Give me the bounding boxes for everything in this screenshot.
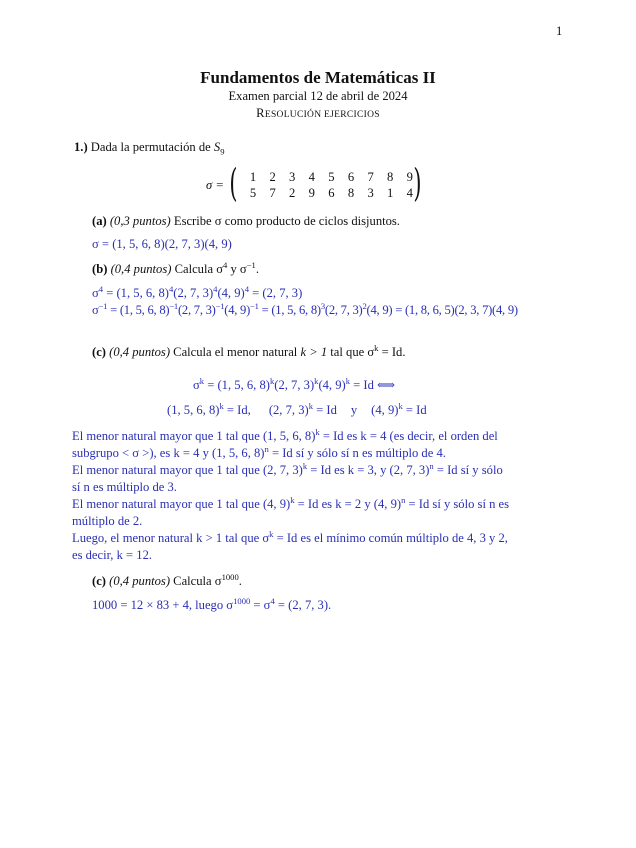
part-c-points: (0,4 puntos) xyxy=(109,345,171,359)
p2-l1-exp-k: k xyxy=(302,461,308,471)
b2-cycle3: (4, 9) xyxy=(224,303,251,317)
section-heading-rest: ESOLUCIÓN EJERCICIOS xyxy=(264,110,380,120)
p2-l1c: = Id sí y sólo xyxy=(433,463,503,477)
d-ans-c: = (2, 7, 3). xyxy=(274,598,332,612)
part-d-answer xyxy=(92,598,331,613)
c-eq2-y: y xyxy=(350,403,358,417)
page-number: 1 xyxy=(556,24,563,38)
b1-sigma: σ xyxy=(92,286,99,300)
part-c-para4-line1 xyxy=(72,531,508,546)
part-c-para4-line2: es decir, k = 12. xyxy=(72,548,153,562)
part-c-para1-line1 xyxy=(72,429,498,444)
b2-exp-c: −1 xyxy=(215,301,225,311)
c-eq1-exp-b: k xyxy=(269,376,275,386)
b2-sigma: σ xyxy=(92,303,99,317)
part-a-label: (a) xyxy=(92,214,107,228)
part-d-question xyxy=(92,574,242,589)
c-eq1-cycle1: = (1, 5, 6, 8) xyxy=(204,378,270,392)
b1-exp-a: 4 xyxy=(98,284,104,294)
b1-cycle3: (4, 9) xyxy=(217,286,245,300)
c-eq2-exp-a: k xyxy=(219,401,224,411)
p4-l1a: Luego, el menor natural k > 1 tal que σ xyxy=(72,531,270,545)
part-a-text: Escribe σ como producto de ciclos disjuntos. xyxy=(173,214,400,228)
part-d-text: Calcula σ xyxy=(173,574,222,588)
part-c-exp-k: k xyxy=(374,343,379,353)
part-c-equation-2 xyxy=(167,403,427,418)
matrix-bottom-cell: 1 xyxy=(387,186,394,200)
matrix-top-cell: 7 xyxy=(367,170,374,184)
p4-l1-exp: k xyxy=(269,529,274,539)
matrix-top-cell: 2 xyxy=(269,170,276,184)
p3-l1-exp-k: k xyxy=(290,495,295,505)
b1-exp-d: 4 xyxy=(244,284,250,294)
c-eq1-cycle3: (4, 9) xyxy=(318,378,346,392)
b1-exp-b: 4 xyxy=(168,284,174,294)
exercise-statement xyxy=(74,140,224,160)
sigma-equals: σ = xyxy=(206,178,224,192)
part-a-answer: σ = (1, 5, 6, 8)(2, 7, 3)(4, 9) xyxy=(92,237,232,251)
matrix-bottom-cell: 6 xyxy=(328,186,335,200)
part-c-para3-line2: múltiplo de 2. xyxy=(72,514,143,528)
matrix-top-cell: 5 xyxy=(328,170,335,184)
document-subtitle: Examen parcial 12 de abril de 2024 xyxy=(228,89,408,103)
matrix-top-cell: 8 xyxy=(387,170,394,184)
matrix-top-cell: 6 xyxy=(347,170,355,184)
d-ans-a: 1000 = 12 × 83 + 4, luego σ xyxy=(92,598,234,612)
p1-l1a: El menor natural mayor que 1 tal que (1, 5, 6, 8) xyxy=(72,429,316,443)
part-d-text-end: . xyxy=(238,574,242,588)
part-b-answer-line2 xyxy=(92,303,518,318)
part-c-para2-line1 xyxy=(72,463,503,478)
d-ans-exp-1000: 1000 xyxy=(233,596,251,606)
part-c-text-a: Calcula el menor natural xyxy=(173,345,301,359)
p4-l1b: = Id es el mínimo común múltiplo de 4, 3 y 2, xyxy=(273,531,508,545)
part-c-para3-line1 xyxy=(72,497,509,512)
c-eq1-exp-d: k xyxy=(345,376,351,386)
c-eq2-cycle1: (1, 5, 6, 8) xyxy=(167,403,220,417)
matrix-bottom-cell: 3 xyxy=(367,186,374,200)
b2-cycle1-pow: = (1, 5, 6, 8) xyxy=(258,303,321,317)
group-symbol: S xyxy=(213,140,221,154)
b2-exp-2: 2 xyxy=(362,301,367,311)
matrix-bottom-cell: 4 xyxy=(406,186,413,200)
p1-l2b: = Id sí y sólo sí n es múltiplo de 4. xyxy=(268,446,446,460)
part-d-points: (0,4 puntos) xyxy=(109,574,171,588)
c-eq2-exp-c: k xyxy=(398,401,403,411)
part-c-question xyxy=(92,345,406,360)
part-b-question xyxy=(92,262,259,277)
p2-l1a: El menor natural mayor que 1 tal que (2, 7, 3) xyxy=(72,463,303,477)
part-c-para2-line2: sí n es múltiplo de 3. xyxy=(72,480,177,494)
exercise-number: 1.) xyxy=(74,140,88,154)
p1-l2a: subgrupo < σ >), es k = 4 y (1, 5, 6, 8) xyxy=(72,446,265,460)
p2-l1b: = Id es k = 3, y (2, 7, 3) xyxy=(307,463,430,477)
b2-exp-a: −1 xyxy=(98,301,108,311)
part-b-answer-line1 xyxy=(92,286,302,301)
matrix-bottom-cell: 8 xyxy=(347,186,355,200)
b2-exp-b: −1 xyxy=(169,301,178,311)
exercise-statement-text: Dada la permutación de xyxy=(90,140,214,154)
section-heading-initial: R xyxy=(256,106,265,120)
p3-l1-exp-n: n xyxy=(401,495,406,505)
matrix-bottom-cell: 7 xyxy=(269,186,276,200)
c-eq2-id-c: = Id xyxy=(402,403,427,417)
b1-result: = (2, 7, 3) xyxy=(249,286,303,300)
c-eq1-exp-c: k xyxy=(314,376,319,386)
part-b-label: (b) xyxy=(92,262,108,276)
part-c-text-c: tal que σ xyxy=(327,345,375,359)
part-b-text-a: Calcula σ xyxy=(174,262,223,276)
b2-cycle1: = (1, 5, 6, 8) xyxy=(107,303,170,317)
b1-cycle2: (2, 7, 3) xyxy=(173,286,214,300)
matrix-top-cell: 1 xyxy=(249,170,257,184)
c-eq2-cycle3: (4, 9) xyxy=(371,403,399,417)
section-heading xyxy=(0,106,636,123)
part-b-exp4: 4 xyxy=(223,260,228,270)
part-c-equation-1 xyxy=(193,378,395,393)
matrix-bottom-cell: 9 xyxy=(308,186,315,200)
matrix-bottom-cell: 2 xyxy=(289,186,296,200)
c-eq1-sigma: σ xyxy=(193,378,200,392)
b2-cycle2-pow: (2, 7, 3) xyxy=(324,303,363,317)
right-paren: ) xyxy=(413,161,422,205)
d-ans-exp-4: 4 xyxy=(270,596,275,606)
part-b-text-b: y σ xyxy=(227,262,247,276)
b2-result: (4, 9) = (1, 8, 6, 5)(2, 3, 7)(4, 9) xyxy=(366,303,518,317)
p3-l1b: = Id es k = 2 y (4, 9) xyxy=(294,497,402,511)
b2-cycle2: (2, 7, 3) xyxy=(177,303,216,317)
p3-l1a: El menor natural mayor que 1 tal que (4, 9) xyxy=(72,497,291,511)
c-eq1-cycle2: (2, 7, 3) xyxy=(274,378,315,392)
c-eq2-exp-b: k xyxy=(308,401,313,411)
p3-l1c: = Id sí y sólo sí n es xyxy=(405,497,510,511)
c-eq2-id-a: = Id, xyxy=(223,403,251,417)
part-d-exp: 1000 xyxy=(221,572,239,582)
b1-cycle1: = (1, 5, 6, 8) xyxy=(103,286,169,300)
part-b-text-c: . xyxy=(255,262,259,276)
part-b-points: (0,4 puntos) xyxy=(110,262,172,276)
part-a-points: (0,3 puntos) xyxy=(109,214,171,228)
c-eq1-iff: = Id ⟺ xyxy=(350,378,396,392)
part-c-para1-line2 xyxy=(72,446,446,461)
p1-l2-exp: n xyxy=(264,444,269,454)
c-eq1-exp-a: k xyxy=(199,376,205,386)
b1-exp-c: 4 xyxy=(213,284,218,294)
left-paren: ( xyxy=(229,161,238,205)
part-b-expm1: −1 xyxy=(246,260,256,270)
part-c-text-d: = Id. xyxy=(378,345,406,359)
part-d-label: (c) xyxy=(92,574,106,588)
p1-l1b: = Id es k = 4 (es decir, el orden del xyxy=(319,429,498,443)
matrix-bottom-cell: 5 xyxy=(249,186,257,200)
p2-l1-exp-n: n xyxy=(429,461,434,471)
c-eq2-cycle2: (2, 7, 3) xyxy=(268,403,309,417)
c-eq2-id-b: = Id xyxy=(312,403,337,417)
part-c-text-b: k > 1 xyxy=(300,345,328,359)
b2-exp-d: −1 xyxy=(250,301,259,311)
part-c-label: (c) xyxy=(92,345,106,359)
p1-l1-exp: k xyxy=(315,427,320,437)
matrix-top-cell: 4 xyxy=(308,170,315,184)
group-subscript: 9 xyxy=(220,146,225,157)
document-title: Fundamentos de Matemáticas II xyxy=(200,68,436,87)
d-ans-b: = σ xyxy=(250,598,271,612)
matrix-top-cell: 9 xyxy=(406,170,413,184)
b2-exp-3: 3 xyxy=(320,301,325,311)
matrix-top-cell: 3 xyxy=(289,170,296,184)
part-a-question xyxy=(92,214,400,229)
